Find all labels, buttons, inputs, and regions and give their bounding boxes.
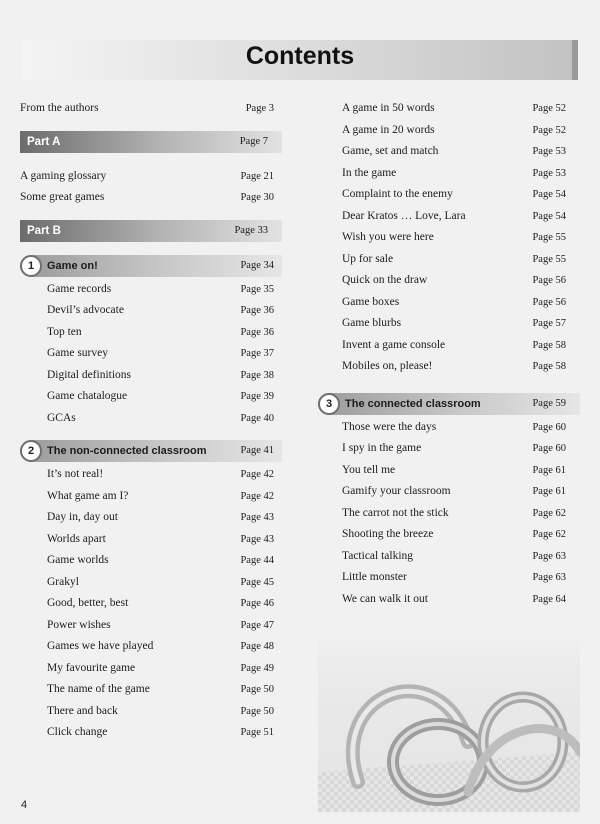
- toc-entry-title: Those were the days: [342, 420, 437, 433]
- page-number: 4: [21, 799, 28, 811]
- toc-entry-page: Page 50: [240, 705, 274, 717]
- toc-entry-title: Game chatalogue: [47, 390, 128, 402]
- toc-entry[interactable]: [318, 141, 580, 163]
- toc-entry[interactable]: [318, 417, 580, 439]
- toc-entry[interactable]: [318, 503, 580, 525]
- toc-entry[interactable]: [318, 270, 580, 292]
- toc-entry-title: A gaming glossary: [20, 169, 107, 182]
- toc-entry[interactable]: [20, 279, 282, 301]
- toc-entry-page: Page 39: [240, 391, 274, 402]
- page-title: Contents: [245, 42, 355, 70]
- section-2-list: [20, 464, 282, 744]
- toc-entry[interactable]: [318, 589, 580, 611]
- part-a-header[interactable]: [20, 131, 282, 153]
- toc-entry[interactable]: [318, 227, 580, 249]
- toc-entry-title: Game blurbs: [342, 317, 402, 329]
- toc-entry-page: Page 42: [240, 469, 274, 480]
- toc-entry-page: Page 63: [532, 572, 566, 583]
- section-1-list: [20, 279, 282, 430]
- toc-entry[interactable]: [318, 120, 580, 142]
- toc-entry-title: Games we have played: [47, 640, 154, 652]
- toc-entry-page: Page 47: [240, 619, 274, 631]
- toc-entry[interactable]: [20, 722, 282, 744]
- toc-entry-page: Page 62: [532, 507, 566, 519]
- toc-entry[interactable]: [20, 679, 282, 701]
- toc-entry-page: Page 58: [532, 339, 566, 351]
- toc-entry-page: Page 56: [532, 296, 566, 308]
- toc-entry[interactable]: [20, 187, 282, 209]
- toc-entry-page: Page 37: [240, 348, 274, 359]
- toc-entry-page: Page 60: [532, 443, 566, 454]
- toc-entry-page: Page 64: [532, 593, 566, 605]
- toc-entry[interactable]: [318, 481, 580, 503]
- toc-entry-title: Click change: [47, 726, 108, 738]
- section-2-continued-list: [318, 98, 580, 378]
- toc-entry-page: Page 55: [532, 232, 566, 243]
- toc-entry-title: My favourite game: [47, 661, 136, 674]
- toc-entry[interactable]: [318, 313, 580, 335]
- toc-entry-title: Quick on the draw: [342, 274, 428, 286]
- toc-entry-title: Gamify your classroom: [342, 485, 451, 497]
- toc-entry-title: Up for sale: [342, 252, 394, 265]
- toc-entry[interactable]: [20, 593, 282, 615]
- toc-entry-title: Some great games: [20, 191, 105, 203]
- toc-entry-intro[interactable]: [20, 98, 282, 120]
- toc-entry-title: Game boxes: [342, 295, 400, 308]
- toc-entry[interactable]: [318, 460, 580, 482]
- section-number-badge: 2: [20, 440, 42, 462]
- toc-entry-page: Page 38: [240, 369, 274, 381]
- toc-entry-title: Worlds apart: [47, 532, 106, 545]
- part-a-list: [20, 166, 282, 209]
- toc-entry[interactable]: [20, 365, 282, 387]
- toc-entry[interactable]: [20, 701, 282, 723]
- toc-entry-title: It’s not real!: [47, 468, 104, 480]
- toc-entry-page: Page 60: [532, 421, 566, 433]
- toc-entry[interactable]: [20, 529, 282, 551]
- toc-entry-title: Game records: [47, 282, 112, 295]
- toc-entry-page: Page 53: [532, 167, 566, 179]
- toc-entry-page: Page 43: [240, 512, 274, 523]
- section-2-header[interactable]: [20, 440, 282, 462]
- toc-entry-page: Page 35: [240, 283, 274, 295]
- toc-entry[interactable]: [20, 572, 282, 594]
- toc-entry-page: Page 42: [240, 490, 274, 502]
- left-column: [20, 98, 282, 744]
- toc-entry[interactable]: [20, 464, 282, 486]
- part-page: Page 7: [239, 135, 268, 147]
- toc-entry-page: Page 49: [240, 662, 274, 674]
- toc-entry-title: Wish you were here: [342, 231, 434, 243]
- toc-entry-title: There and back: [47, 704, 118, 717]
- toc-entry-page: Page 57: [532, 318, 566, 329]
- toc-entry-page: Page 61: [532, 464, 566, 476]
- toc-entry-title: Grakyl: [47, 575, 79, 588]
- toc-entry-title: Dear Kratos … Love, Lara: [342, 209, 466, 222]
- toc-entry-title: A game in 50 words: [342, 102, 435, 114]
- toc-entry-page: Page 55: [532, 253, 566, 265]
- toc-entry-title: From the authors: [20, 102, 99, 114]
- toc-entry-title: Power wishes: [47, 618, 111, 631]
- section-title: The connected classroom: [345, 397, 481, 410]
- toc-entry-title: Top ten: [47, 325, 82, 338]
- toc-entry-page: Page 3: [245, 103, 274, 114]
- rings-illustration: [318, 632, 580, 812]
- toc-entry[interactable]: [318, 335, 580, 357]
- toc-entry-title: Good, better, best: [47, 597, 129, 609]
- toc-entry-page: Page 61: [532, 486, 566, 497]
- toc-entry-title: Devil’s advocate: [47, 304, 124, 316]
- part-title: Part A: [27, 135, 61, 148]
- toc-entry-page: Page 40: [240, 412, 274, 424]
- part-page: Page 33: [234, 224, 268, 236]
- toc-entry[interactable]: [20, 166, 282, 188]
- toc-entry-title: In the game: [342, 166, 397, 179]
- toc-entry-page: Page 53: [532, 146, 566, 157]
- toc-entry-title: Game worlds: [47, 554, 109, 566]
- toc-entry-page: Page 48: [240, 641, 274, 652]
- toc-entry-page: Page 62: [532, 529, 566, 540]
- toc-entry[interactable]: [318, 524, 580, 546]
- toc-entry-title: Game, set and match: [342, 145, 439, 157]
- toc-entry[interactable]: [20, 408, 282, 430]
- section-number-badge: 1: [20, 255, 42, 277]
- toc-entry-title: Invent a game console: [342, 338, 446, 351]
- section-page: Page 34: [240, 259, 274, 271]
- toc-entry-title: Tactical talking: [342, 549, 414, 562]
- toc-entry[interactable]: [20, 507, 282, 529]
- toc-entry-title: We can walk it out: [342, 592, 428, 605]
- toc-entry[interactable]: [318, 98, 580, 120]
- toc-entry-title: Mobiles on, please!: [342, 360, 433, 372]
- toc-entry-page: Page 54: [532, 210, 566, 222]
- toc-entry[interactable]: [318, 206, 580, 228]
- toc-entry[interactable]: [318, 292, 580, 314]
- right-column: [318, 98, 580, 610]
- section-page: Page 59: [532, 397, 566, 409]
- toc-entry-page: Page 50: [240, 684, 274, 695]
- toc-entry-page: Page 30: [240, 192, 274, 203]
- toc-entry[interactable]: [318, 546, 580, 568]
- toc-entry-page: Page 36: [240, 305, 274, 316]
- toc-entry-title: You tell me: [342, 463, 396, 476]
- section-title: The non-connected classroom: [47, 445, 207, 457]
- toc-entry-title: GCAs: [47, 411, 76, 424]
- part-b-header[interactable]: [20, 220, 282, 242]
- toc-entry-title: The name of the game: [47, 683, 150, 695]
- toc-entry-page: Page 46: [240, 598, 274, 609]
- toc-entry[interactable]: [318, 438, 580, 460]
- toc-entry-page: Page 56: [532, 275, 566, 286]
- toc-entry[interactable]: [318, 184, 580, 206]
- toc-entry[interactable]: [20, 343, 282, 365]
- toc-entry-page: Page 58: [532, 361, 566, 372]
- toc-entry-title: Digital definitions: [47, 368, 132, 381]
- toc-entry[interactable]: [20, 636, 282, 658]
- toc-entry-title: Complaint to the enemy: [342, 188, 453, 200]
- toc-entry[interactable]: [20, 486, 282, 508]
- toc-entry-page: Page 52: [532, 103, 566, 114]
- toc-entry[interactable]: [20, 300, 282, 322]
- toc-entry[interactable]: [318, 163, 580, 185]
- toc-entry[interactable]: [20, 550, 282, 572]
- toc-entry[interactable]: [20, 658, 282, 680]
- toc-entry-title: A game in 20 words: [342, 123, 435, 136]
- toc-entry[interactable]: [20, 386, 282, 408]
- toc-entry-title: Shooting the breeze: [342, 528, 434, 540]
- toc-entry-page: Page 36: [240, 326, 274, 338]
- section-3-header[interactable]: [318, 393, 580, 415]
- part-title: Part B: [27, 224, 61, 237]
- toc-entry-page: Page 44: [240, 555, 274, 566]
- toc-entry-page: Page 54: [532, 189, 566, 200]
- section-3-list: [318, 417, 580, 611]
- toc-entry[interactable]: [318, 356, 580, 378]
- section-page: Page 41: [240, 445, 274, 456]
- section-title: Game on!: [47, 259, 98, 272]
- toc-entry[interactable]: [318, 249, 580, 271]
- section-number-badge: 3: [318, 393, 340, 415]
- toc-entry-title: Little monster: [342, 571, 407, 583]
- toc-entry-title: The carrot not the stick: [342, 506, 449, 519]
- toc-entry-page: Page 63: [532, 550, 566, 562]
- toc-entry[interactable]: [20, 615, 282, 637]
- toc-entry[interactable]: [20, 322, 282, 344]
- toc-entry-page: Page 51: [240, 727, 274, 738]
- toc-entry-page: Page 43: [240, 533, 274, 545]
- toc-entry-page: Page 45: [240, 576, 274, 588]
- toc-entry-title: What game am I?: [47, 489, 129, 502]
- toc-entry-page: Page 52: [532, 124, 566, 136]
- section-1-header[interactable]: [20, 255, 282, 277]
- toc-entry-page: Page 21: [240, 170, 274, 182]
- toc-entry[interactable]: [318, 567, 580, 589]
- toc-entry-title: Game survey: [47, 347, 108, 359]
- toc-entry-title: Day in, day out: [47, 511, 118, 523]
- toc-entry-title: I spy in the game: [342, 442, 422, 454]
